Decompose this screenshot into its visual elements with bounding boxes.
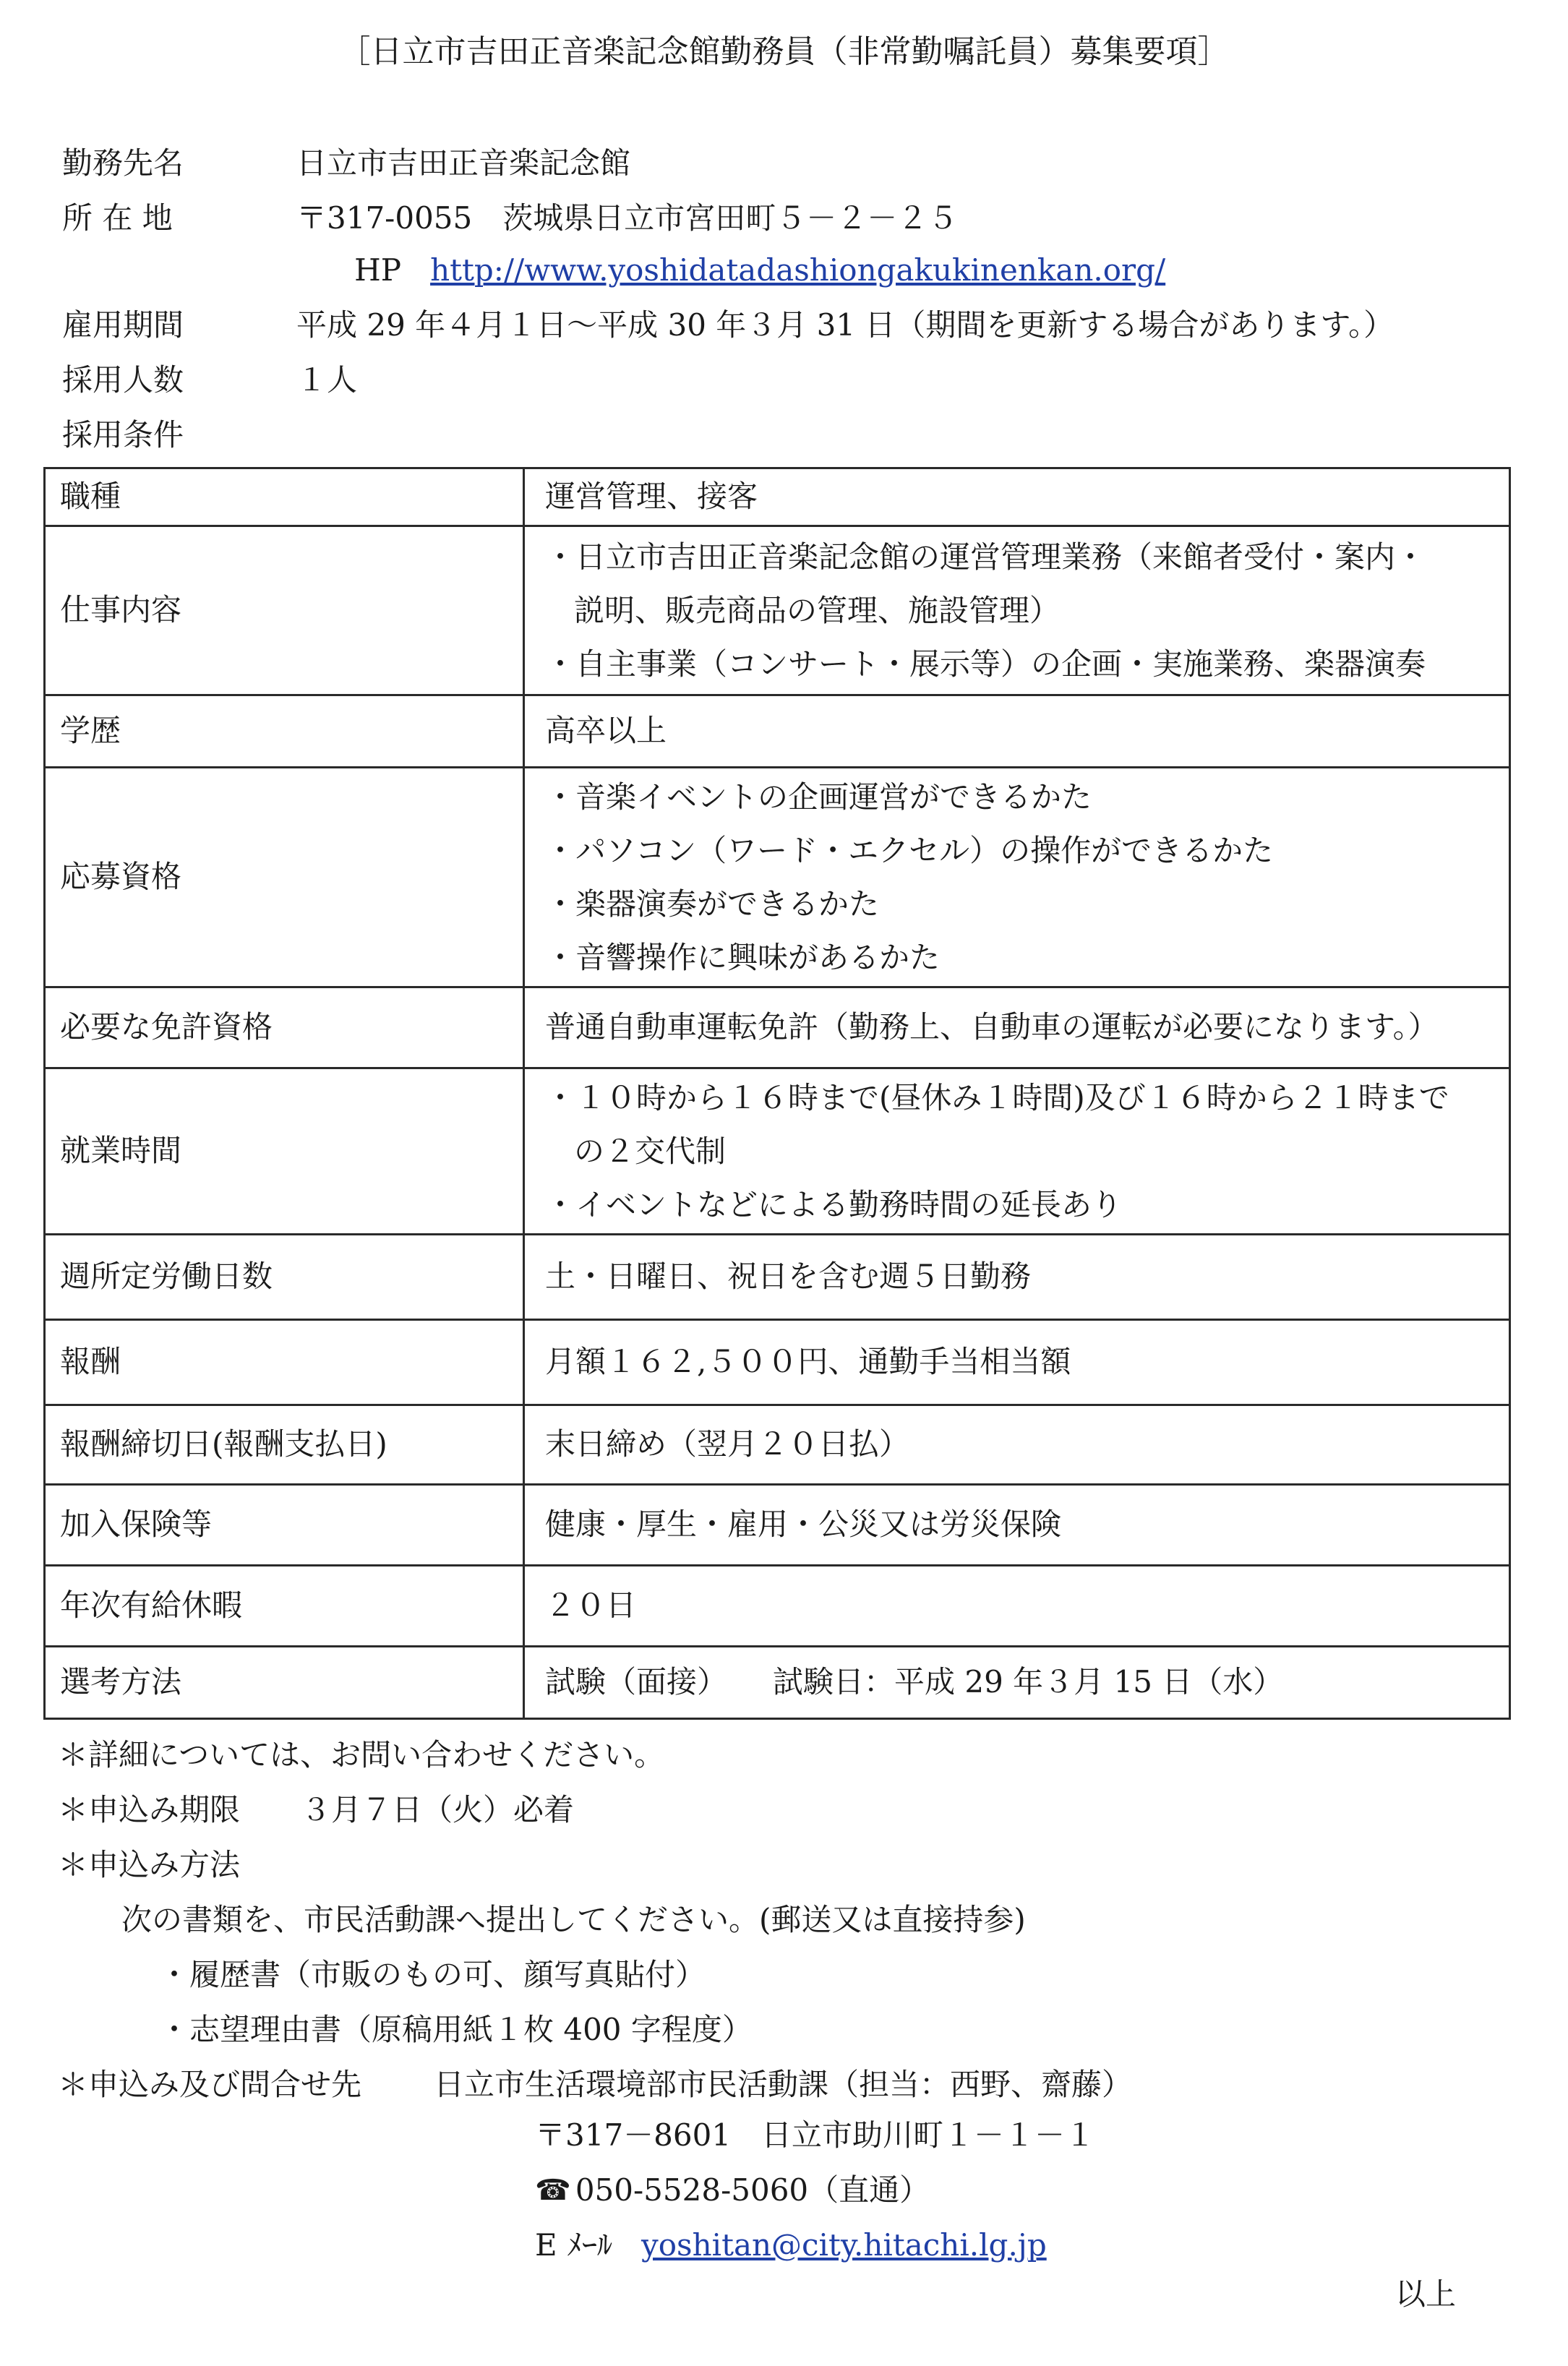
qualification-line: ・音楽イベントの企画運営ができるかた (545, 779, 1092, 815)
insurance-label: 加入保険等 (45, 1485, 524, 1566)
pay-label: 報酬 (45, 1320, 524, 1405)
note-submit: 次の書類を、市民活動課へ提出してください。(郵送又は直接持参) (121, 1901, 1026, 1937)
email-row (535, 2218, 1095, 2273)
phone-row (535, 2163, 1095, 2218)
email-link[interactable]: yoshitan@city.hitachi.lg.jp (641, 2226, 1047, 2263)
contact-row (58, 2057, 1132, 2112)
address-value: 〒317-0055 茨城県日立市宮田町５－２－２５ (296, 200, 959, 236)
note-resume: ・履歴書（市販のもの可、顔写真貼付） (159, 1956, 706, 1992)
table-row (45, 1320, 1510, 1405)
note-method: ＊申込み方法 (58, 1846, 241, 1882)
education-value: 高卒以上 (524, 695, 1510, 768)
job-info (62, 136, 1394, 463)
telephone-icon: ☎ (535, 2174, 571, 2207)
notes-section (58, 1728, 1132, 2112)
conditions-table (43, 467, 1511, 1720)
table-row (45, 768, 1510, 987)
page-title: ［日立市吉田正音楽記念館勤務員（非常勤嘱託員）募集要項］ (338, 33, 1230, 70)
table-row (45, 1235, 1510, 1320)
homepage-row (62, 243, 1394, 298)
table-row (45, 1485, 1510, 1566)
employment-period-value: 平成 29 年４月１日～平成 30 年３月 31 日（期間を更新する場合があります。） (296, 307, 1395, 343)
hiring-count-value: １人 (296, 361, 358, 398)
hours-value (524, 1068, 1510, 1235)
hiring-count-row (62, 353, 1394, 408)
hiring-count-label: 採用人数 (62, 361, 184, 398)
table-row (45, 468, 1510, 526)
duties-line: ・日立市吉田正音楽記念館の運営管理業務（来館者受付・案内・ (545, 539, 1426, 575)
qualification-line: ・パソコン（ワード・エクセル）の操作ができるかた (545, 832, 1274, 868)
paid-leave-label: 年次有給休暇 (45, 1566, 524, 1647)
hours-line: の２交代制 (574, 1133, 727, 1169)
table-row (45, 1566, 1510, 1647)
table-row (45, 695, 1510, 768)
insurance-value: 健康・厚生・雇用・公災又は労災保険 (524, 1485, 1510, 1566)
contact-label: ＊申込み及び問合せ先 (58, 2066, 362, 2102)
duties-line: ・自主事業（コンサート・展示等）の企画・実施業務、楽器演奏 (545, 646, 1426, 682)
postal-address: 〒317－8601 日立市助川町１－１－１ (535, 2117, 1096, 2153)
selection-value: 試験（面接） 試験日：平成 29 年３月 15 日（水） (524, 1647, 1510, 1719)
workdays-value: 土・日曜日、祝日を含む週５日勤務 (524, 1235, 1510, 1320)
note-motivation: ・志望理由書（原稿用紙１枚 400 字程度） (159, 2011, 753, 2047)
employment-period-row (62, 298, 1394, 353)
paid-leave-value: ２０日 (524, 1566, 1510, 1647)
table-row (45, 1647, 1510, 1719)
pay-value: 月額１６２,５００円、通勤手当相当額 (524, 1320, 1510, 1405)
workplace-label: 勤務先名 (62, 145, 184, 181)
qualification-line: ・音響操作に興味があるかた (545, 939, 941, 975)
duties-line: 説明、販売商品の管理、施設管理） (574, 592, 1061, 628)
contact-value: 日立市生活環境部市民活動課（担当：西野、齋藤） (434, 2066, 1133, 2102)
homepage-label: HP (354, 252, 401, 288)
conditions-heading-row (62, 408, 1394, 463)
workdays-label: 週所定労働日数 (45, 1235, 524, 1320)
phone-number: 050-5528-5060（直通） (575, 2172, 930, 2208)
workplace-row (62, 136, 1394, 191)
table-row (45, 1068, 1510, 1235)
hours-line: ・イベントなどによる勤務時間の延長あり (545, 1186, 1123, 1222)
job-type-label: 職種 (45, 468, 524, 526)
address-label: 所 在 地 (62, 200, 173, 236)
license-label: 必要な免許資格 (45, 987, 524, 1068)
note-deadline: ＊申込み期限 ３月７日（火）必着 (58, 1791, 575, 1827)
selection-label: 選考方法 (45, 1647, 524, 1719)
table-row (45, 987, 1510, 1068)
duties-label: 仕事内容 (45, 526, 524, 695)
table-row (45, 526, 1510, 695)
table-row (45, 1405, 1510, 1485)
contact-details (535, 2108, 1095, 2273)
education-label: 学歴 (45, 695, 524, 768)
hours-line: ・１０時から１６時まで(昼休み１時間)及び１６時から２１時まで (545, 1079, 1449, 1115)
conditions-heading: 採用条件 (62, 416, 184, 453)
payday-value: 末日締め（翌月２０日払） (524, 1405, 1510, 1485)
qualification-label: 応募資格 (45, 768, 524, 987)
duties-value (524, 526, 1510, 695)
note-details: ＊詳細については、お問い合わせください。 (58, 1736, 665, 1773)
closing-text: 以上 (1395, 2276, 1457, 2312)
license-value: 普通自動車運転免許（勤務上、自動車の運転が必要になります。） (524, 987, 1510, 1068)
homepage-link[interactable]: http://www.yoshidatadashiongakukinenkan.org/ (430, 252, 1166, 288)
qualification-line: ・楽器演奏ができるかた (545, 886, 880, 922)
workplace-value: 日立市吉田正音楽記念館 (296, 145, 631, 181)
hours-label: 就業時間 (45, 1068, 524, 1235)
email-label: E ﾒｰﾙ (535, 2226, 613, 2263)
job-type-value: 運営管理、接客 (524, 468, 1510, 526)
payday-label: 報酬締切日(報酬支払日) (45, 1405, 524, 1485)
qualification-value (524, 768, 1510, 987)
employment-period-label: 雇用期間 (62, 307, 184, 343)
